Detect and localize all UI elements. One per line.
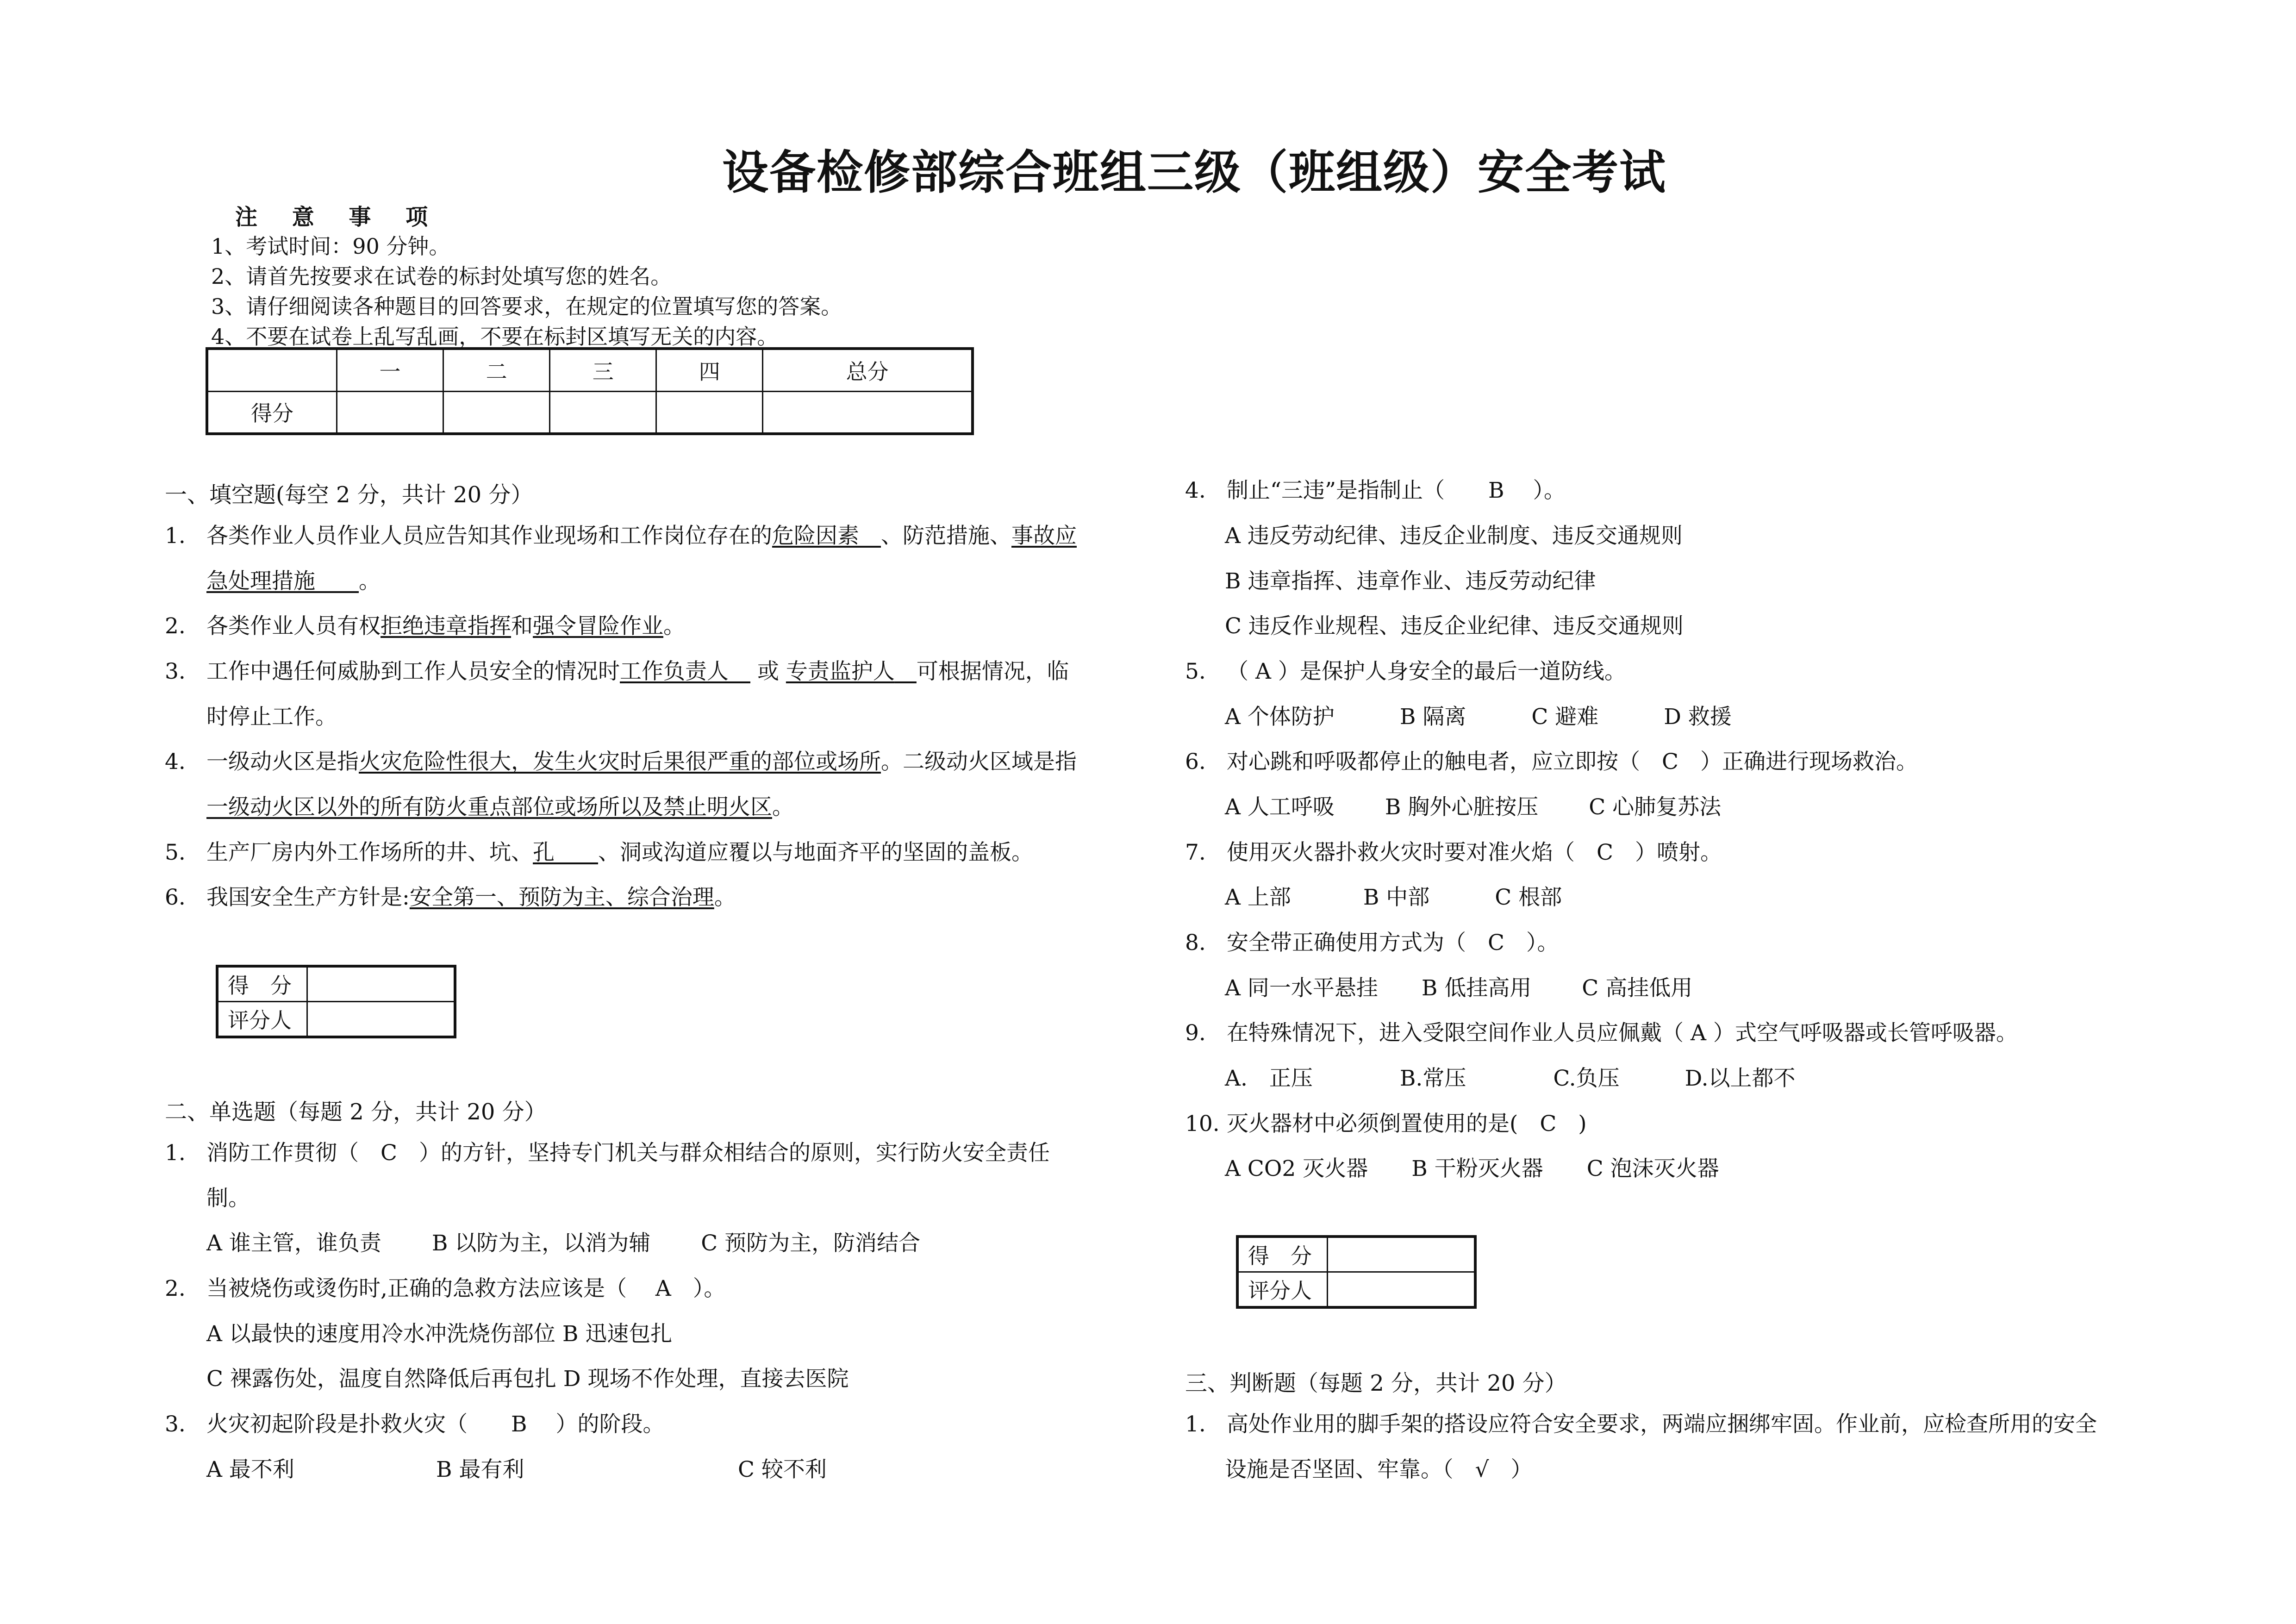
choice-question-2-options-1: A 以最快的速度用冷水冲洗烧伤部位 B 迅速包扎 (206, 1321, 673, 1347)
q-text: 。 (359, 568, 381, 594)
q-num: 3. (165, 1412, 186, 1437)
q-num: 5. (1185, 659, 1206, 684)
q-text: 制止“三违”是指制止（ B ）。 (1227, 478, 1566, 503)
fill-question-4-cont (206, 793, 794, 821)
score-cell-2[interactable] (443, 391, 550, 434)
choice-question-6-options: A 人工呼吸 B 胸外心脏按压 C 心肺复苏法 (1225, 794, 1722, 820)
fill-question-1-cont (206, 568, 381, 595)
answer: 专责监护人 (786, 659, 895, 684)
q-text: 安全带正确使用方式为（ C ）。 (1227, 930, 1559, 956)
fill-question-2 (165, 612, 685, 640)
q-num: 6. (165, 885, 186, 910)
fill-question-3 (165, 658, 1069, 686)
answer: 安全第一、预防为主、综合治理 (409, 885, 714, 910)
choice-question-6 (1185, 748, 1918, 776)
q-text: 我国安全生产方针是: (206, 885, 410, 910)
score-cell-4[interactable] (656, 391, 763, 434)
page-title: 设备检修部综合班组三级（班组级）安全考试 (722, 145, 1666, 200)
choice-question-2 (165, 1275, 725, 1303)
choice-question-4-option-a: A 违反劳动纪律、违反企业制度、违反交通规则 (1225, 523, 1683, 549)
grader-box-grader-cell[interactable] (307, 1002, 455, 1037)
q-text: 当被烧伤或烫伤时,正确的急救方法应该是（ A ）。 (206, 1276, 726, 1301)
choice-question-3 (165, 1411, 664, 1438)
score-table-header-2: 二 (443, 349, 550, 391)
q-num: 4. (1185, 478, 1206, 503)
q-num: 3. (165, 659, 186, 684)
choice-question-8 (1185, 929, 1559, 957)
q-text: 、防范措施、 (881, 523, 1011, 549)
choice-question-1-cont: 制。 (206, 1186, 250, 1211)
q-num: 1. (165, 523, 186, 549)
q-text: 在特殊情况下，进入受限空间作业人员应佩戴（ A ）式空气呼吸器或长管呼吸器。 (1227, 1020, 2018, 1046)
score-cell-1[interactable] (337, 391, 443, 434)
judge-question-1-cont: 设施是否坚固、牢靠。（ √ ） (1225, 1457, 1533, 1482)
choice-question-5-options: A 个体防护 B 隔离 C 避难 D 救援 (1225, 704, 1732, 730)
answer: 危险因素 (772, 523, 859, 549)
q-num: 2. (165, 613, 186, 639)
q-num: 6. (1185, 749, 1206, 775)
fill-question-1 (165, 522, 1077, 550)
q-num: 5. (165, 840, 186, 865)
q-text: 工作中遇任何威胁到工作人员安全的情况时 (206, 659, 620, 684)
grader-box-score-label: 得 分 (217, 966, 307, 1002)
choice-question-4-option-c: C 违反作业规程、违反企业纪律、违反交通规则 (1225, 613, 1684, 639)
section3-title: 三、判断题（每题 2 分，共计 20 分） (1185, 1370, 1567, 1396)
choice-question-10 (1185, 1110, 1587, 1138)
choice-question-4 (1185, 477, 1566, 505)
choice-question-9-options: A. 正压 B.常压 C.负压 D.以上都不 (1225, 1066, 1796, 1091)
grader-box-score-label: 得 分 (1237, 1237, 1328, 1272)
choice-question-3-option-c: C 较不利 (738, 1457, 827, 1482)
choice-question-9 (1185, 1019, 2018, 1047)
answer: 拒绝违章指挥 (381, 613, 511, 639)
note-item-3: 3、请仔细阅读各种题目的回答要求，在规定的位置填写您的答案。 (211, 294, 842, 319)
score-table-header-total: 总分 (763, 349, 973, 391)
choice-question-1 (165, 1139, 1050, 1167)
choice-question-7 (1185, 839, 1722, 867)
q-num: 7. (1185, 840, 1206, 865)
section2-title: 二、单选题（每题 2 分，共计 20 分） (165, 1099, 547, 1125)
q-num: 9. (1185, 1020, 1206, 1046)
note-item-2: 2、请首先按要求在试卷的标封处填写您的姓名。 (211, 264, 672, 289)
q-text: 使用灭火器扑救火灾时要对准火焰（ C ）喷射。 (1227, 840, 1722, 865)
grader-box-grader-label: 评分人 (1237, 1272, 1328, 1308)
note-item-4: 4、不要在试卷上乱写乱画，不要在标封区填写无关的内容。 (211, 324, 779, 349)
q-num: 1. (1185, 1412, 1206, 1437)
score-table-header-1: 一 (337, 349, 443, 391)
grader-box-score-cell[interactable] (307, 966, 455, 1002)
choice-question-4-option-b: B 违章指挥、违章作业、违反劳动纪律 (1225, 568, 1596, 594)
answer: 事故应 (1011, 523, 1077, 549)
score-table (206, 347, 974, 435)
choice-question-8-options: A 同一水平悬挂 B 低挂高用 C 高挂低用 (1225, 975, 1693, 1001)
answer: 火灾危险性很大，发生火灾时后果很严重的部位或场所 (359, 749, 881, 775)
q-num: 10. (1185, 1111, 1220, 1137)
q-text: （ A ）是保护人身安全的最后一道防线。 (1227, 659, 1626, 684)
score-table-header-blank (207, 349, 337, 391)
q-text: 对心跳和呼吸都停止的触电者，应立即按（ C ）正确进行现场救治。 (1227, 749, 1918, 775)
choice-question-2-options-2: C 裸露伤处，温度自然降低后再包扎 D 现场不作处理，直接去医院 (206, 1366, 849, 1392)
answer: 急处理措施 (206, 568, 315, 594)
choice-question-7-options: A 上部 B 中部 C 根部 (1225, 885, 1562, 910)
score-table-header-4: 四 (656, 349, 763, 391)
q-num: 2. (165, 1276, 186, 1301)
score-cell-3[interactable] (550, 391, 656, 434)
q-text: 。 (663, 613, 685, 639)
fill-question-6 (165, 884, 736, 912)
grader-box-grader-label: 评分人 (217, 1002, 307, 1037)
answer: 强令冒险作业 (533, 613, 663, 639)
choice-question-10-options: A CO2 灭火器 B 干粉灭火器 C 泡沫灭火器 (1225, 1156, 1719, 1181)
q-text: 火灾初起阶段是扑救火灾（ B ）的阶段。 (206, 1412, 665, 1437)
choice-question-3-option-b: B 最有利 (436, 1457, 524, 1482)
score-cell-total[interactable] (763, 391, 973, 434)
choice-question-5 (1185, 658, 1626, 686)
note-item-1: 1、考试时间：90 分钟。 (211, 234, 450, 259)
q-text: 各类作业人员有权 (206, 613, 381, 639)
q-text: 。 (772, 794, 794, 820)
answer: 一级动火区以外的所有防火重点部位或场所以及禁止明火区 (206, 794, 772, 820)
grader-box-2 (1236, 1235, 1477, 1309)
q-text: 和 (511, 613, 533, 639)
q-text: 。 (714, 885, 736, 910)
q-text: 可根据情况，临 (916, 659, 1069, 684)
q-text: 消防工作贯彻（ C ）的方针，坚持专门机关与群众相结合的原则，实行防火安全责任 (206, 1140, 1050, 1166)
notes-heading: 注 意 事 项 (235, 204, 428, 230)
score-row-label: 得分 (207, 391, 337, 434)
q-num: 8. (1185, 930, 1206, 956)
q-num: 4. (165, 749, 186, 775)
q-text: 或 (750, 659, 786, 684)
fill-question-4 (165, 748, 1077, 776)
q-text: 、洞或沟道应覆以与地面齐平的坚固的盖板。 (598, 840, 1033, 865)
q-text: 高处作业用的脚手架的搭设应符合安全要求，两端应捆绑牢固。作业前，应检查所用的安全 (1227, 1412, 2097, 1437)
q-num: 1. (165, 1140, 186, 1166)
fill-question-5 (165, 839, 1033, 867)
fill-question-3-cont: 时停止工作。 (206, 704, 337, 730)
section1-title: 一、填空题(每空 2 分，共计 20 分） (165, 482, 533, 508)
q-text: 一级动火区是指 (206, 749, 359, 775)
choice-question-3-option-a: A 最不利 (206, 1457, 294, 1482)
answer: 孔 (533, 840, 555, 865)
grader-box-1 (216, 965, 456, 1038)
answer: 工作负责人 (620, 659, 729, 684)
q-text: 各类作业人员作业人员应告知其作业现场和工作岗位存在的 (206, 523, 772, 549)
score-table-header-3: 三 (550, 349, 656, 391)
q-text: 灭火器材中必须倒置使用的是( C ) (1227, 1111, 1587, 1137)
grader-box-grader-cell[interactable] (1328, 1272, 1476, 1308)
choice-question-1-options: A 谁主管，谁负责 B 以防为主，以消为辅 C 预防为主，防消结合 (206, 1230, 921, 1256)
q-text: 生产厂房内外工作场所的井、坑、 (206, 840, 533, 865)
grader-box-score-cell[interactable] (1328, 1237, 1476, 1272)
q-text: 。二级动火区域是指 (881, 749, 1077, 775)
judge-question-1 (1185, 1411, 2097, 1438)
